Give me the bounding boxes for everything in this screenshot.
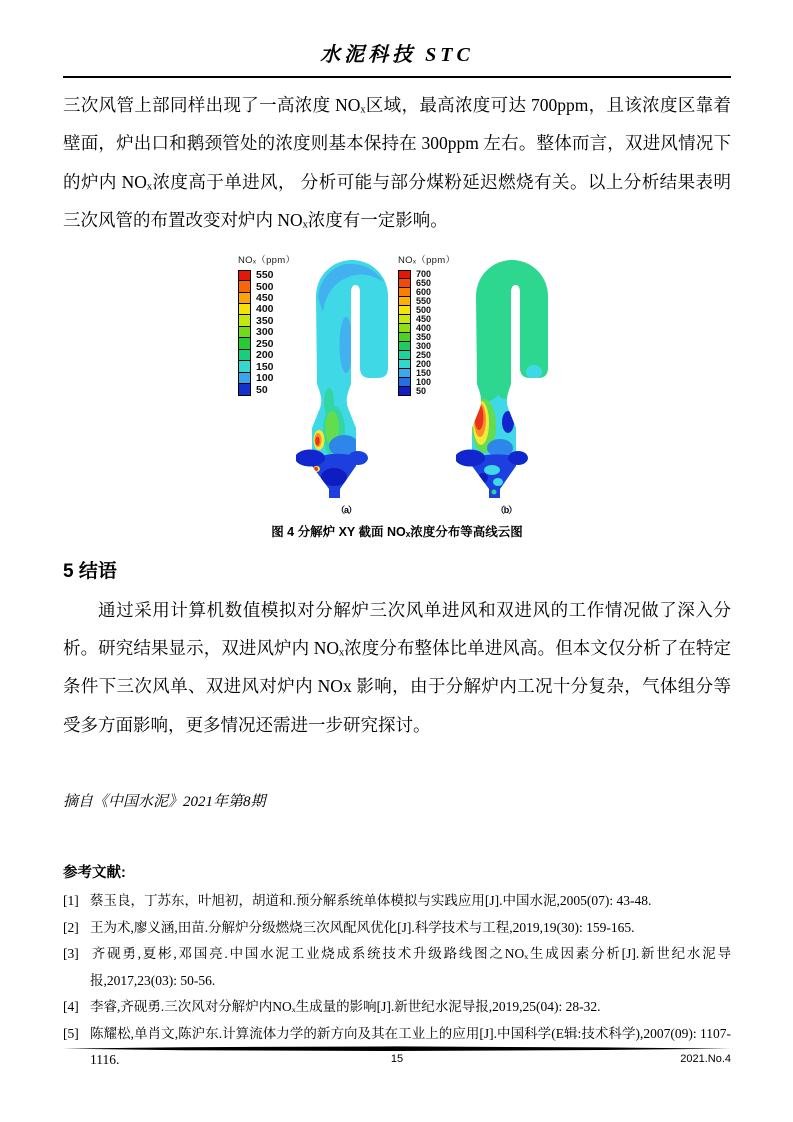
contour-b-wrap (456, 260, 556, 516)
colorbar-tick-label: 150 (416, 367, 432, 378)
reference-item (63, 888, 731, 915)
reference-item (63, 915, 731, 942)
reference-marker: [2] (63, 919, 79, 935)
colorbar-tick-label: 450 (256, 292, 274, 304)
colorbar-cell (398, 306, 411, 315)
contour-a-wrap (296, 260, 396, 516)
colorbar-tick-label: 450 (416, 313, 432, 324)
colorbar-tick-label: 200 (416, 358, 432, 369)
colorbar-cell (398, 378, 411, 387)
figure-panel-b (398, 252, 556, 516)
colorbar-row (238, 373, 296, 384)
colorbar-row (398, 387, 456, 396)
reference-text: 李睿,齐砚勇.三次风对分解炉内NOₓ生成量的影响[J].新世纪水泥导报,2019,25(04): 28-32. (90, 999, 601, 1015)
intro-paragraph: 三次风管上部同样出现了一高浓度 NOₓ区域，最高浓度可达 700ppm，且该浓度区靠着壁面，炉出口和鹅颈管处的浓度则基本保持在 300ppm 左右。整体而言，双进风情况下的炉内 NOₓ浓度高于单进风， 分析可能与部分煤粉延迟燃烧有关。以上分析结果表明三次风管的布置改变对炉内 NOₓ浓度有一定影响。 (63, 95, 731, 231)
colorbar-row (238, 270, 296, 281)
reference-marker: [1] (63, 893, 79, 909)
colorbar-cell (238, 361, 251, 372)
colorbar-tick-label: 350 (416, 331, 432, 342)
footer-divider (63, 1046, 731, 1052)
colorbar-row (238, 384, 296, 395)
colorbar-cell (398, 333, 411, 342)
reference-marker: [3] (63, 946, 79, 962)
figure-4 (63, 252, 731, 540)
figure-panel-a (238, 252, 396, 516)
footer-row (63, 1053, 731, 1065)
colorbar-cell (238, 293, 251, 304)
colorbar-row (238, 304, 296, 315)
colorbar-row (238, 281, 296, 292)
panel-b-label: （b） (495, 504, 517, 515)
colorbar-tick-label: 600 (416, 286, 432, 297)
references-section (63, 861, 731, 1074)
colorbar-tick-label: 300 (256, 326, 274, 339)
colorbar-cell (238, 384, 251, 395)
colorbar-tick-label: 700 (416, 268, 432, 279)
colorbar-row (238, 350, 296, 361)
colorbar-cell (398, 369, 411, 378)
colorbar-row (238, 338, 296, 349)
colorbar-tick-label: 650 (416, 277, 432, 288)
header-divider (63, 76, 731, 78)
reference-text: 蔡玉良，丁苏东，叶旭初，胡道和.预分解系统单体模拟与实践应用[J].中国水泥,2005(07): 43-48. (90, 893, 652, 909)
section-heading: 5 结语 (63, 560, 117, 582)
panel-a-label: （a） (335, 504, 356, 515)
colorbar-cell (398, 342, 411, 351)
colorbar-tick-label: 100 (416, 376, 432, 387)
colorbar-tick-label: 50 (416, 385, 427, 396)
colorbar-cell (238, 350, 251, 361)
reference-text: 陈耀松,单肖文,陈沪东.计算流体力学的新方向及其在工业上的应用[J].中国科学(E辑:技术科学),2007(09): 1107-1116. (90, 1025, 731, 1068)
colorbar-tick-label: 400 (256, 303, 274, 316)
colorbar-tick-label: 150 (256, 360, 274, 373)
colorbar-row (238, 315, 296, 326)
colorbar-tick-label: 200 (256, 349, 274, 362)
colorbar-a (238, 252, 296, 396)
colorbar-tick-label: 100 (256, 372, 274, 385)
reference-item (63, 941, 731, 994)
colorbar-tick-label: 300 (416, 340, 432, 351)
colorbar-a-title: NOₓ（ppm） (238, 254, 296, 266)
contour-plot-b (456, 260, 556, 502)
colorbar-cell (398, 270, 411, 279)
colorbar-tick-label: 250 (256, 337, 274, 350)
colorbar-cell (238, 315, 251, 326)
colorbar-cell (398, 324, 411, 333)
colorbar-cell (398, 315, 411, 324)
colorbar-cell (398, 297, 411, 306)
journal-title: 水泥科技 STC (320, 44, 474, 66)
colorbar-cell (238, 270, 251, 281)
colorbar-cell (398, 288, 411, 297)
colorbar-a-scale (238, 270, 296, 396)
colorbar-cell (398, 351, 411, 360)
colorbar-tick-label: 350 (256, 314, 274, 327)
colorbar-tick-label: 550 (416, 295, 432, 306)
colorbar-tick-label: 500 (416, 304, 432, 315)
colorbar-b (398, 252, 456, 396)
reference-marker: [4] (63, 999, 79, 1015)
colorbar-cell (398, 360, 411, 369)
colorbar-cell (238, 338, 251, 349)
colorbar-cell (238, 304, 251, 315)
conclusion-paragraph: 通过采用计算机数值模拟对分解炉三次风单进风和双进风的工作情况做了深入分析。研究结果显示，双进风炉内 NOₓ浓度分布整体比单进风高。但本文仅分析了在特定条件下三次风单、双进风对炉内 NOx 影响，由于分解炉内工况十分复杂，气体组分等受多方面影响，更多情况还需进一步研究探讨。 (63, 599, 731, 735)
colorbar-cell (238, 327, 251, 338)
contour-plot-a (296, 260, 396, 502)
colorbar-cell (238, 373, 251, 384)
colorbar-tick-label: 250 (416, 349, 432, 360)
references-heading: 参考文献: (63, 865, 126, 882)
colorbar-tick-label: 400 (416, 322, 432, 333)
page-footer (63, 1046, 731, 1065)
colorbar-cell (398, 387, 411, 396)
page-number: 15 (390, 1053, 404, 1065)
reference-text: 王为术,廖义涵,田苗.分解炉分级燃烧三次风配风优化[J].科学技术与工程,2019,19(30): 159-165. (90, 919, 635, 935)
colorbar-cell (238, 281, 251, 292)
reference-marker: [5] (63, 1025, 79, 1041)
colorbar-b-title: NOₓ（ppm） (398, 254, 456, 266)
figure-caption: 图 4 分解炉 XY 截面 NOₓ浓度分布等高线云图 (271, 524, 523, 539)
figure-panels-row (63, 252, 731, 516)
issue-label: 2021.No.4 (680, 1053, 731, 1065)
colorbar-row (238, 361, 296, 372)
colorbar-row (238, 327, 296, 338)
colorbar-tick-label: 500 (256, 280, 274, 293)
source-note: 摘自《中国水泥》2021年第8期 (63, 794, 266, 811)
colorbar-row (238, 293, 296, 304)
colorbar-cell (398, 279, 411, 288)
reference-text: 齐砚勇,夏彬,邓国亮.中国水泥工业烧成系统技术升级路线图之NOₓ生成因素分析[J].新世纪水泥导报,2017,23(03): 50-56. (90, 946, 731, 988)
colorbar-row (398, 378, 456, 387)
colorbar-tick-label: 50 (256, 383, 268, 396)
colorbar-b-scale (398, 270, 456, 396)
colorbar-tick-label: 550 (256, 269, 274, 282)
reference-item (63, 994, 731, 1021)
